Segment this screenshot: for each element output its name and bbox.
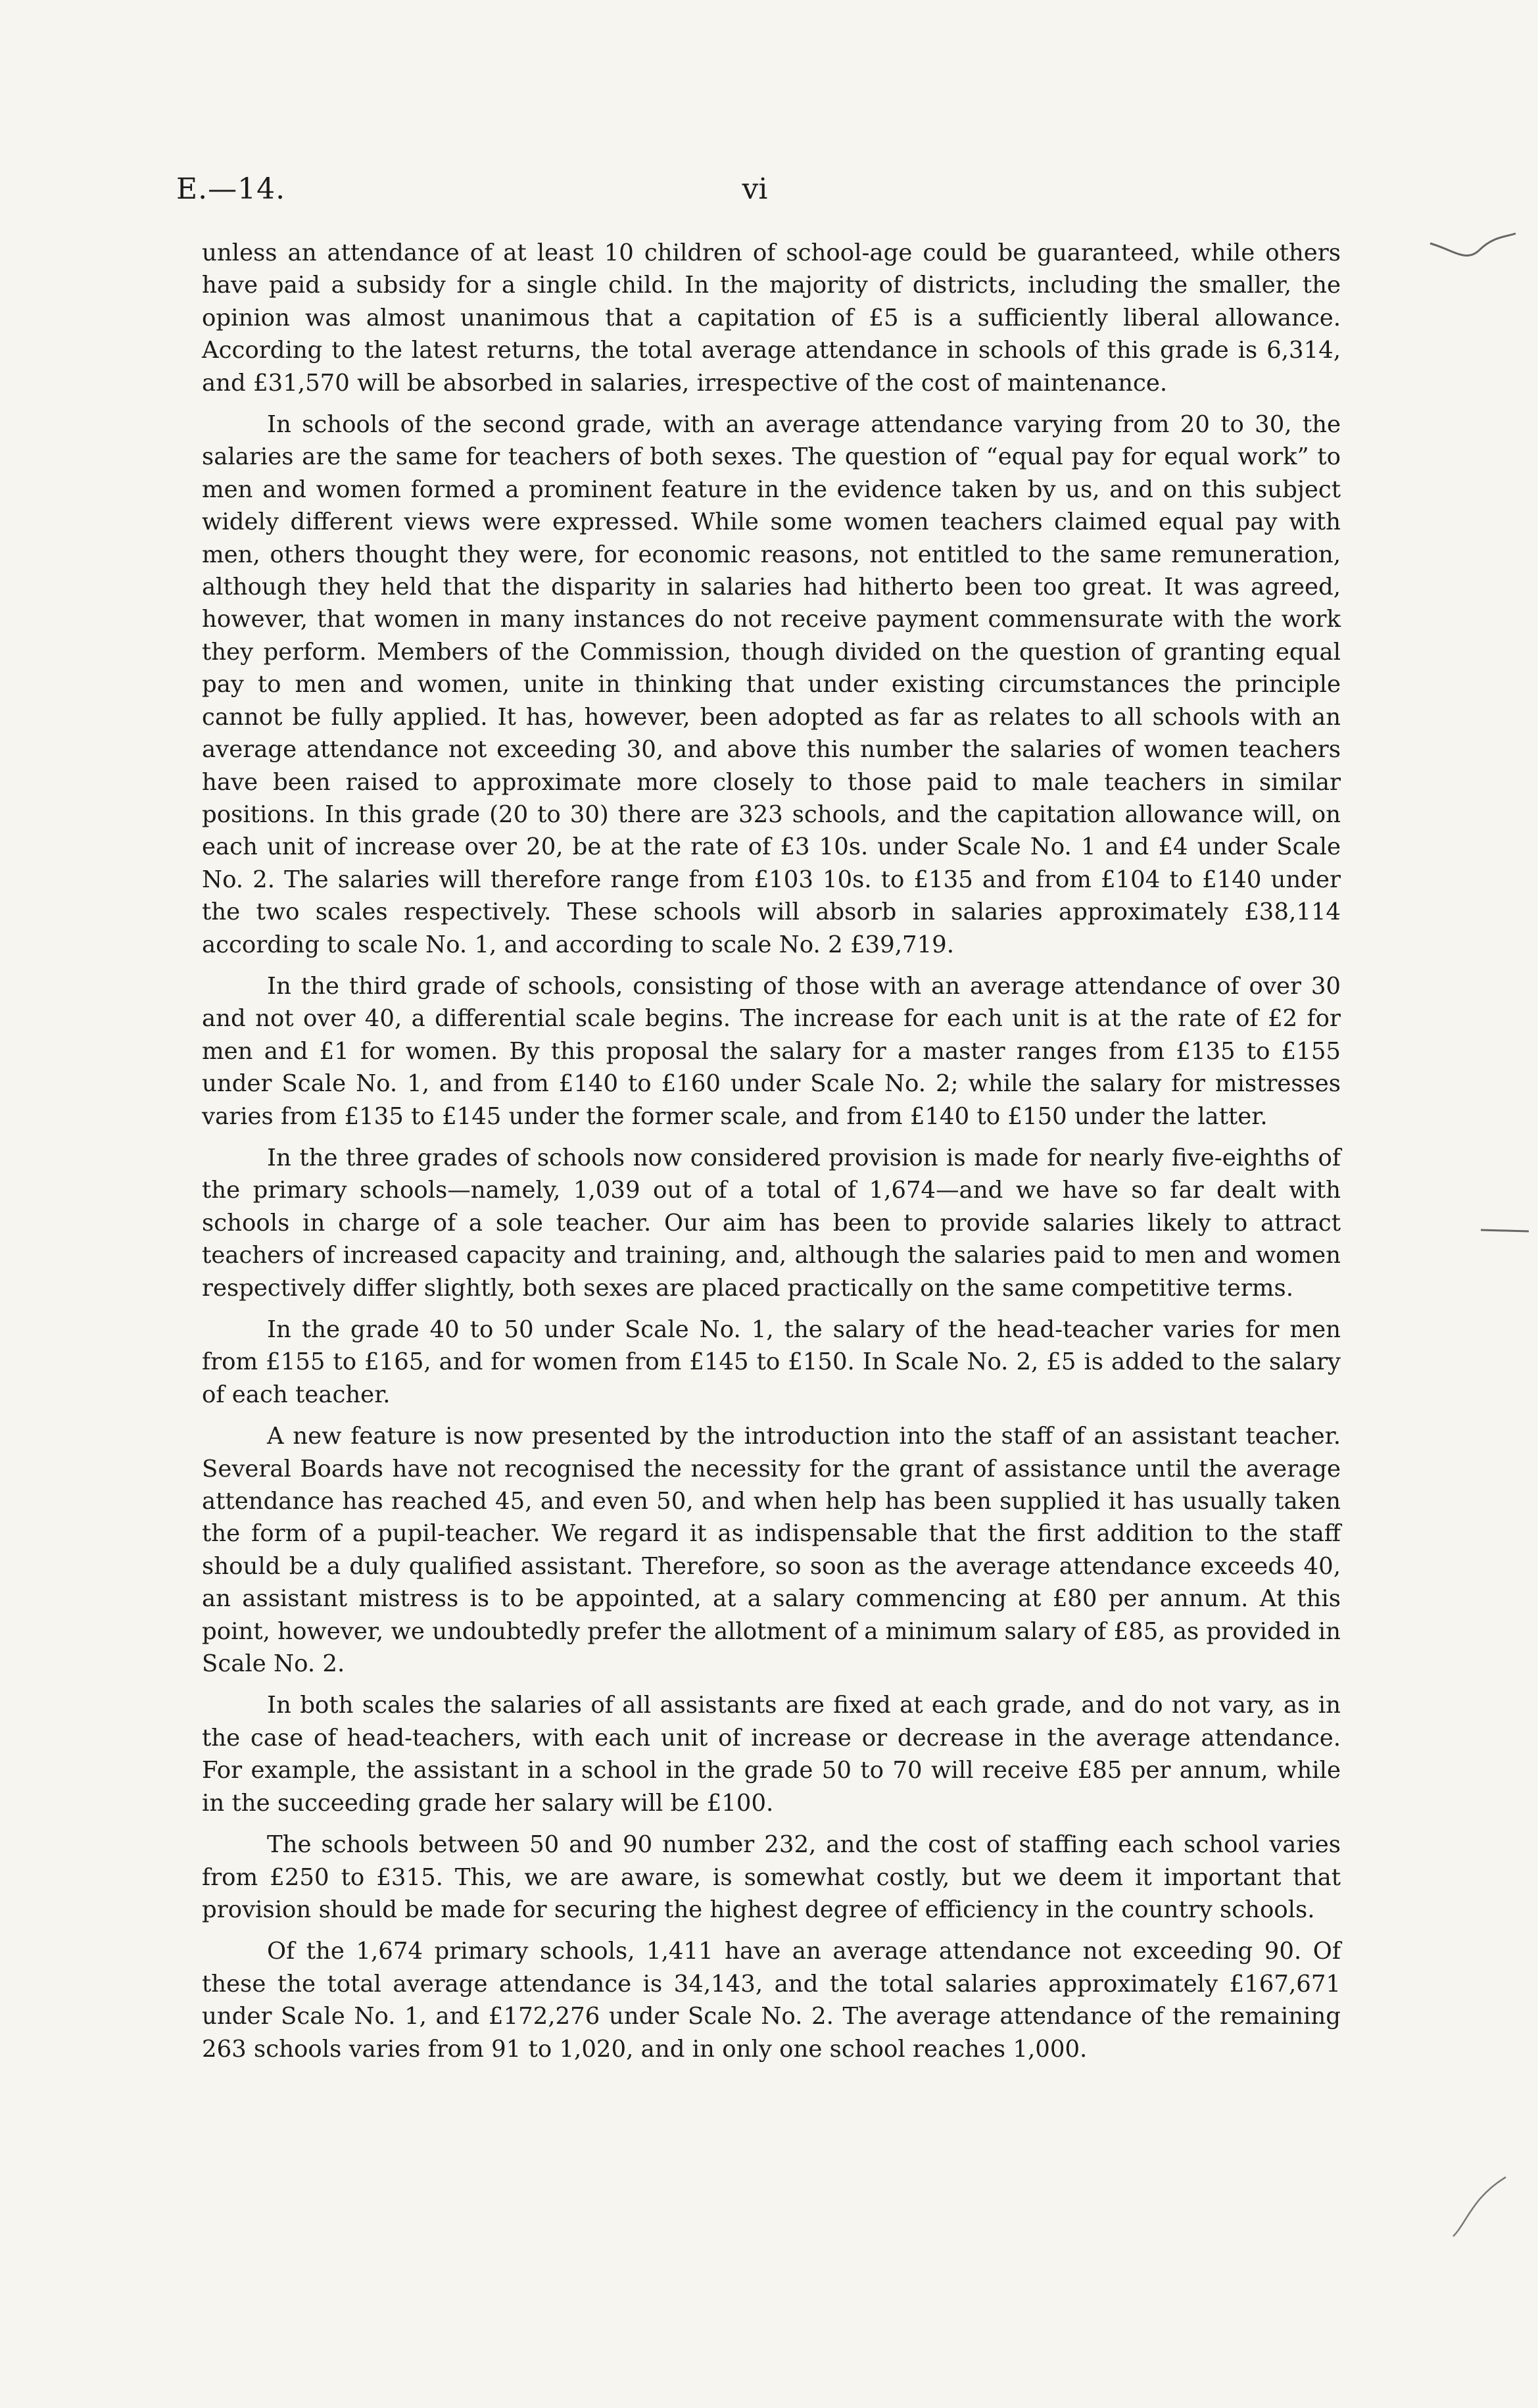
paragraph: In the grade 40 to 50 under Scale No. 1, the salary of the head-teacher varies for men from £155 to £165, and for women from £145 to £150. In Scale No. 2, £5 is added to the salary of each teacher. — [202, 1316, 1341, 1408]
paragraph: The schools between 50 and 90 number 232, and the cost of staffing each school varies from £250 to £315. This, we are aware, is somewhat costly, but we deem it important that provision should be made for securing the highest degree of efficiency in the country schools. — [202, 1831, 1341, 1923]
page-header — [176, 172, 1334, 212]
document-reference-code: E.—14. — [176, 172, 286, 206]
paragraph: unless an attendance of at least 10 children of school-age could be guaranteed, while others have paid a subsidy for a single child. In the majority of districts, including the smaller, the opinion was almost unanimous that a capitation of £5 is a sufficiently liberal allowance. According to the latest returns, the total average attendance in schools of this grade is 6,314, and £31,570 will be absorbed in salaries, irrespective of the cost of maintenance. — [202, 239, 1341, 397]
paragraph: A new feature is now presented by the introduction into the staff of an assistant teacher. Several Boards have not recognised the necessity for the grant of assistance until the average attendance has reached 45, and even 50, and when help has been supplied it has usually taken the form of a pupil-teacher. We regard it as indispensable that the first addition to the staff should be a duly qualified assistant. Therefore, so soon as the average attendance exceeds 40, an assistant mistress is to be appointed, at a salary commencing at £80 per annum. At this point, however, we undoubtedly prefer the allotment of a minimum salary of £85, as provided in Scale No. 2. — [202, 1423, 1341, 1678]
paragraph: In both scales the salaries of all assistants are fixed at each grade, and do not vary, as in the case of head-teachers, with each unit of increase or decrease in the average attendance. For example, the assistant in a school in the grade 50 to 70 will receive £85 per annum, while in the succeeding grade her salary will be £100. — [202, 1692, 1341, 1817]
paragraph: In the three grades of schools now considered provision is made for nearly five-eighths of the primary schools—namely, 1,039 out of a total of 1,674—and we have so far dealt with schools in charge of a sole teacher. Our aim has been to provide salaries likely to attract teachers of increased capacity and training, and, although the salaries paid to men and women respectively differ slightly, both sexes are placed practically on the same competitive terms. — [202, 1144, 1341, 1302]
paragraph: Of the 1,674 primary schools, 1,411 have an average attendance not exceeding 90. Of these the total average attendance is 34,143, and the total salaries approximately £167,671 under Scale No. 1, and £172,276 under Scale No. 2. The average attendance of the remaining 263 schools varies from 91 to 1,020, and in only one school reaches 1,000. — [202, 1938, 1341, 2063]
body-text — [202, 237, 1341, 2075]
margin-pencil-mark — [1447, 2171, 1512, 2243]
margin-pencil-mark — [1479, 1223, 1532, 1237]
page-number: vi — [742, 172, 768, 206]
margin-pencil-mark — [1427, 224, 1519, 270]
paragraph: In schools of the second grade, with an average attendance varying from 20 to 30, the salaries are the same for teachers of both sexes. The question of “equal pay for equal work” to men and women formed a prominent feature in the evidence taken by us, and on this subject widely different views were expressed. While some women teachers claimed equal pay with men, others thought they were, for economic reasons, not entitled to the same remuneration, although they held that the disparity in salaries had hitherto been too great. It was agreed, however, that women in many instances do not receive payment commensurate with the work they perform. Members of the Commission, though divided on the question of granting equal pay to men and women, unite in thinking that under existing circumstances the principle cannot be fully applied. It has, however, been adopted as far as relates to all schools with an average attendance not exceeding 30, and above this number the salaries of women teachers have been raised to approximate more closely to those paid to male teachers in similar positions. In this grade (20 to 30) there are 323 schools, and the capitation allowance will, on each unit of increase over 20, be at the rate of £3 10s. under Scale No. 1 and £4 under Scale No. 2. The salaries will therefore range from £103 10s. to £135 and from £104 to £140 under the two scales respectively. These schools will absorb in salaries approximately £38,114 according to scale No. 1, and according to scale No. 2 £39,719. — [202, 411, 1341, 958]
paragraph: In the third grade of schools, consisting of those with an average attendance of over 30 and not over 40, a differential scale begins. The increase for each unit is at the rate of £2 for men and £1 for women. By this proposal the salary for a master ranges from £135 to £155 under Scale No. 1, and from £140 to £160 under Scale No. 2; while the salary for mistresses varies from £135 to £145 under the former scale, and from £140 to £150 under the latter. — [202, 972, 1341, 1130]
